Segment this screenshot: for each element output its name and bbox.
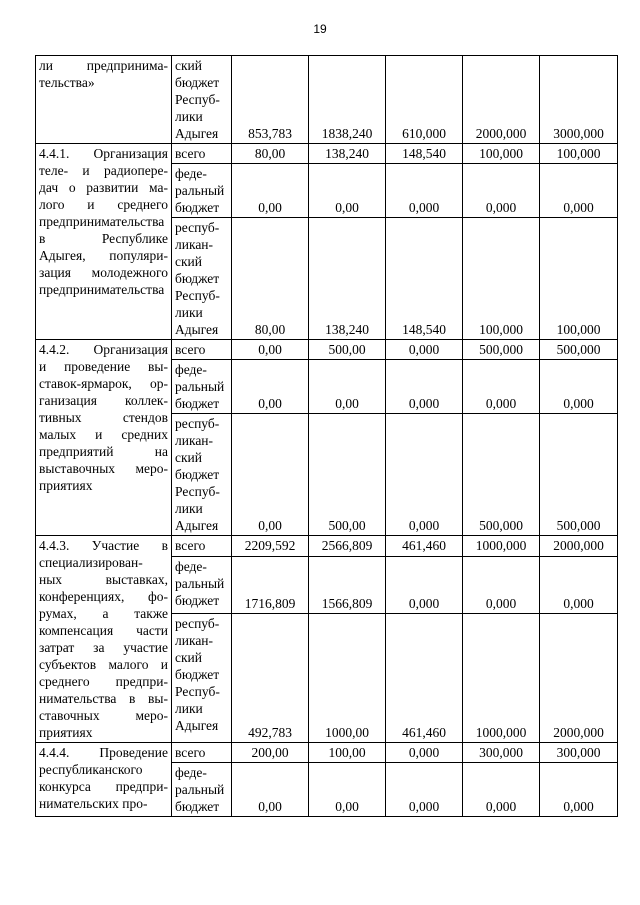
amount-cell: 0,00: [309, 763, 386, 817]
description-line: тивных стендов: [39, 410, 168, 425]
amount-cell: 2209,592: [232, 536, 309, 557]
amount-cell: 0,000: [386, 414, 463, 536]
item-description: [36, 743, 172, 817]
amount-cell: 0,00: [232, 360, 309, 414]
funding-source-line: Адыгея: [175, 518, 219, 533]
description-line: и проведение вы-: [39, 359, 168, 374]
amount-cell: 100,00: [309, 743, 386, 763]
item-description: [36, 536, 172, 743]
funding-source-line: ский: [175, 650, 202, 666]
amount-cell: 0,00: [232, 763, 309, 817]
description-line: зация молодежного: [39, 265, 168, 280]
description-line: 4.4.4. Проведение: [39, 745, 168, 760]
amount-cell: 1000,000: [463, 614, 540, 743]
funding-source-line: Адыгея: [175, 126, 219, 141]
funding-source: [172, 340, 232, 360]
table-row: [36, 144, 618, 164]
description-line: ставок-ярмарок, ор-: [39, 376, 168, 391]
amount-cell: 1566,809: [309, 557, 386, 614]
funding-source-line: бюджет: [175, 396, 220, 411]
description-line: среднего предпри-: [39, 674, 168, 689]
amount-cell: 0,00: [232, 340, 309, 360]
funding-source: [172, 557, 232, 614]
description-line: 4.4.3. Участие в: [39, 538, 168, 553]
item-description: [36, 144, 172, 340]
amount-cell: 1000,000: [463, 536, 540, 557]
amount-cell: 610,000: [386, 56, 463, 144]
budget-table: [35, 55, 618, 817]
funding-source-line: ральный: [175, 782, 225, 797]
amount-cell: 0,000: [463, 763, 540, 817]
funding-source: [172, 763, 232, 817]
amount-cell: 138,240: [309, 144, 386, 164]
funding-source-line: ральный: [175, 379, 225, 394]
funding-source-line: всего: [175, 342, 206, 357]
funding-source-line: респуб-: [175, 220, 220, 235]
amount-cell: 500,000: [463, 340, 540, 360]
amount-cell: 2000,000: [463, 56, 540, 144]
description-line: нимательства в вы-: [39, 691, 168, 706]
funding-source-line: бюджет: [175, 200, 220, 215]
description-line: компенсация части: [39, 623, 168, 638]
description-line: выставочных меро-: [39, 461, 168, 476]
funding-source-line: ский: [175, 450, 202, 465]
funding-source-line: лики: [175, 701, 203, 717]
amount-cell: 148,540: [386, 218, 463, 340]
amount-cell: 500,000: [540, 340, 618, 360]
amount-cell: 492,783: [232, 614, 309, 743]
description-line: 4.4.1. Организация: [39, 146, 168, 161]
amount-cell: 0,000: [463, 360, 540, 414]
funding-source-line: ский: [175, 58, 202, 73]
amount-cell: 2000,000: [540, 536, 618, 557]
amount-cell: 2566,809: [309, 536, 386, 557]
description-line: ных выставках,: [39, 572, 168, 587]
amount-cell: 0,000: [386, 557, 463, 614]
amount-cell: 853,783: [232, 56, 309, 144]
description-line: малых и средних: [39, 427, 168, 442]
funding-source-line: Адыгея: [175, 322, 219, 337]
funding-source-line: респуб-: [175, 416, 220, 431]
amount-cell: 300,000: [540, 743, 618, 763]
funding-source-line: ликан-: [175, 237, 214, 252]
description-line: Адыгея, популяри-: [39, 248, 168, 263]
funding-source: [172, 614, 232, 743]
description-line: ли предпринима-: [39, 58, 168, 73]
description-line: конкурса предпри-: [39, 779, 168, 794]
funding-source-line: бюджет: [175, 467, 220, 482]
funding-source-line: феде-: [175, 166, 207, 181]
funding-source-line: Респуб-: [175, 92, 220, 107]
amount-cell: 0,000: [463, 164, 540, 218]
amount-cell: 500,000: [463, 414, 540, 536]
funding-source-line: феде-: [175, 559, 207, 575]
amount-cell: 0,00: [232, 414, 309, 536]
amount-cell: 0,000: [386, 743, 463, 763]
amount-cell: 500,000: [540, 414, 618, 536]
description-line: ганизация коллек-: [39, 393, 168, 408]
funding-source-line: феде-: [175, 765, 207, 780]
description-line: специализирован-: [39, 555, 143, 570]
description-line: предпринимательства в Республике: [39, 214, 168, 246]
amount-cell: 0,000: [386, 164, 463, 218]
amount-cell: 0,00: [309, 164, 386, 218]
amount-cell: 0,000: [386, 763, 463, 817]
funding-source-line: Респуб-: [175, 288, 220, 303]
amount-cell: 100,000: [463, 144, 540, 164]
amount-cell: 0,00: [309, 360, 386, 414]
funding-source-line: всего: [175, 538, 206, 553]
funding-source-line: бюджет: [175, 667, 220, 683]
funding-source-line: Респуб-: [175, 684, 220, 700]
description-line: лого и среднего: [39, 197, 168, 212]
description-line: румах, а также: [39, 606, 168, 621]
amount-cell: 100,000: [463, 218, 540, 340]
description-line: тельства»: [39, 75, 95, 90]
funding-source-line: ликан-: [175, 433, 214, 448]
description-line: нимательских про-: [39, 796, 148, 811]
amount-cell: 1716,809: [232, 557, 309, 614]
amount-cell: 100,000: [540, 218, 618, 340]
description-line: республиканского: [39, 762, 143, 777]
table-row: [36, 536, 618, 557]
funding-source-line: феде-: [175, 362, 207, 377]
amount-cell: 461,460: [386, 614, 463, 743]
funding-source: [172, 56, 232, 144]
funding-source-line: всего: [175, 146, 206, 161]
funding-source-line: респуб-: [175, 616, 220, 632]
amount-cell: 0,000: [540, 164, 618, 218]
funding-source-line: бюджет: [175, 799, 220, 814]
funding-source-line: ральный: [175, 183, 225, 198]
table-row: [36, 56, 618, 144]
description-line: субъектов малого и: [39, 657, 168, 672]
funding-source-line: Адыгея: [175, 718, 219, 734]
amount-cell: 461,460: [386, 536, 463, 557]
funding-source: [172, 164, 232, 218]
funding-source-line: лики: [175, 305, 203, 320]
amount-cell: 0,000: [386, 340, 463, 360]
funding-source: [172, 743, 232, 763]
description-line: предприятий на: [39, 444, 168, 459]
amount-cell: 0,00: [232, 164, 309, 218]
amount-cell: 500,00: [309, 340, 386, 360]
description-line: конференциях, фо-: [39, 589, 168, 604]
funding-source: [172, 218, 232, 340]
funding-source-line: ский: [175, 254, 202, 269]
item-description: [36, 340, 172, 536]
amount-cell: 1000,00: [309, 614, 386, 743]
funding-source: [172, 360, 232, 414]
table-row: [36, 340, 618, 360]
funding-source-line: лики: [175, 109, 203, 124]
funding-source-line: Респуб-: [175, 484, 220, 499]
funding-source: [172, 536, 232, 557]
description-line: предпринимательства: [39, 282, 165, 297]
funding-source-line: бюджет: [175, 593, 220, 609]
funding-source-line: ральный: [175, 576, 225, 592]
funding-source-line: всего: [175, 745, 206, 760]
description-line: приятиях: [39, 478, 93, 493]
description-line: 4.4.2. Организация: [39, 342, 168, 357]
amount-cell: 300,000: [463, 743, 540, 763]
description-line: дач о развитии ма-: [39, 180, 168, 195]
amount-cell: 80,00: [232, 218, 309, 340]
amount-cell: 100,000: [540, 144, 618, 164]
funding-source: [172, 414, 232, 536]
table-body: [36, 56, 618, 817]
amount-cell: 0,000: [540, 763, 618, 817]
amount-cell: 2000,000: [540, 614, 618, 743]
funding-source-line: лики: [175, 501, 203, 516]
funding-source: [172, 144, 232, 164]
description-line: затрат за участие: [39, 640, 168, 655]
description-line: приятиях: [39, 725, 93, 740]
funding-source-line: ликан-: [175, 633, 214, 649]
amount-cell: 500,00: [309, 414, 386, 536]
amount-cell: 148,540: [386, 144, 463, 164]
amount-cell: 0,000: [540, 557, 618, 614]
amount-cell: 0,000: [386, 360, 463, 414]
description-line: теле- и радиоперe-: [39, 163, 168, 178]
funding-source-line: бюджет: [175, 75, 220, 90]
amount-cell: 1838,240: [309, 56, 386, 144]
funding-source-line: бюджет: [175, 271, 220, 286]
amount-cell: 138,240: [309, 218, 386, 340]
amount-cell: 80,00: [232, 144, 309, 164]
amount-cell: 3000,000: [540, 56, 618, 144]
amount-cell: 0,000: [463, 557, 540, 614]
table-row: [36, 743, 618, 763]
page-number: 19: [313, 22, 327, 36]
amount-cell: 200,00: [232, 743, 309, 763]
description-line: ставочных меро-: [39, 708, 168, 723]
amount-cell: 0,000: [540, 360, 618, 414]
item-description: [36, 56, 172, 144]
